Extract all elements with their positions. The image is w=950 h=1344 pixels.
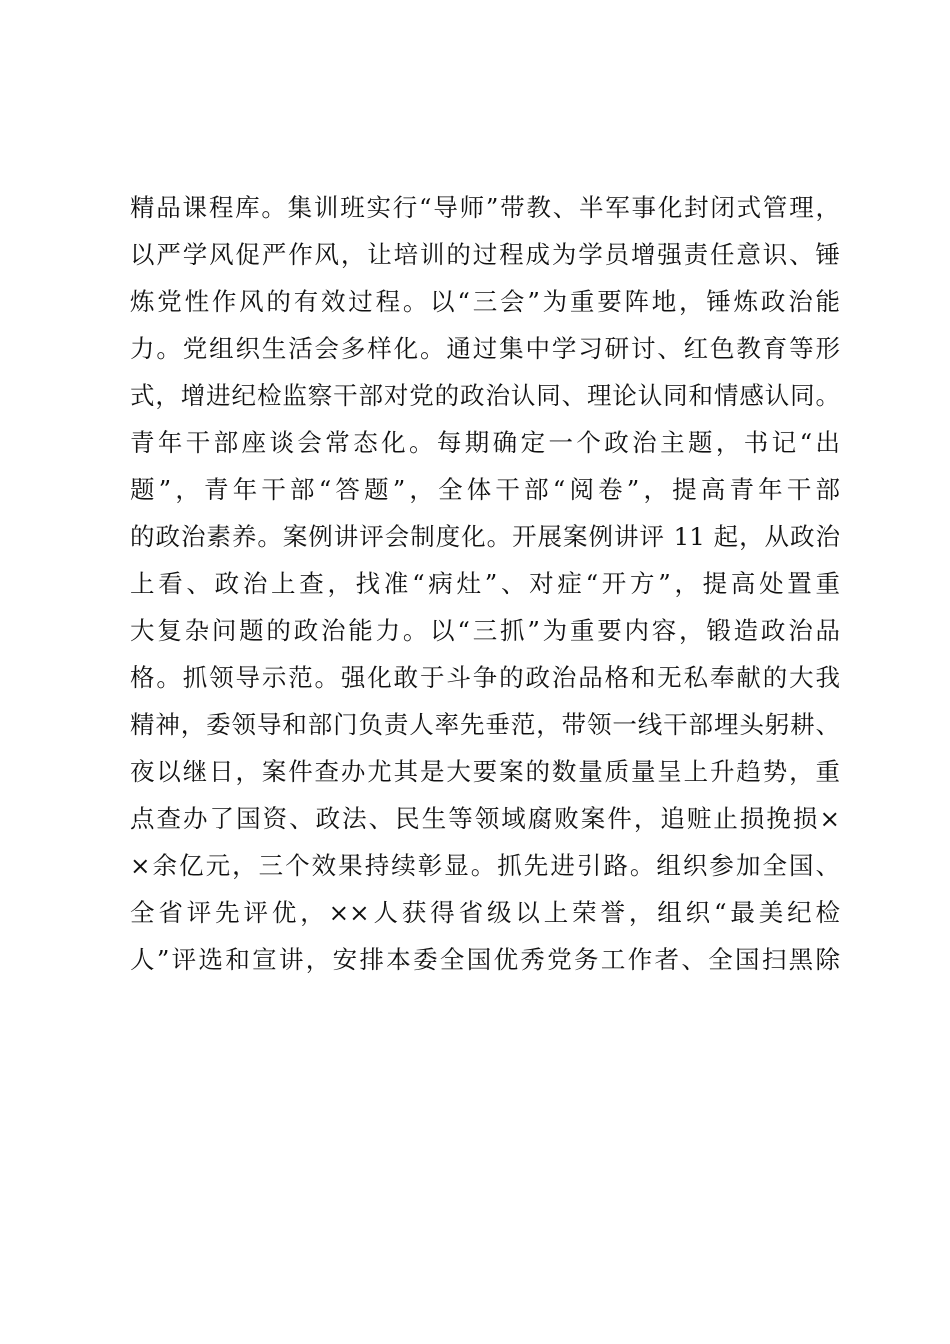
text-line: 式，增进纪检监察干部对党的政治认同、理论认同和情感认同。 xyxy=(130,381,840,410)
text-line: 精品课程库。集训班实行“导师”带教、半军事化封闭式管理， xyxy=(130,193,840,222)
text-line: 人”评选和宣讲，安排本委全国优秀党务工作者、全国扫黑除 xyxy=(130,945,840,974)
text-line: ×余亿元，三个效果持续彰显。抓先进引路。组织参加全国、 xyxy=(130,851,840,880)
body-paragraph xyxy=(130,184,840,983)
text-line: 题”，青年干部“答题”，全体干部“阅卷”，提高青年干部 xyxy=(130,475,840,504)
text-line: 格。抓领导示范。强化敢于斗争的政治品格和无私奉献的大我 xyxy=(130,663,840,692)
text-line: 大复杂问题的政治能力。以“三抓”为重要内容，锻造政治品 xyxy=(130,616,840,645)
text-line: 点查办了国资、政法、民生等领域腐败案件，追赃止损挽损× xyxy=(130,804,840,833)
text-line: 力。党组织生活会多样化。通过集中学习研讨、红色教育等形 xyxy=(130,334,840,363)
text-line: 精神，委领导和部门负责人率先垂范，带领一线干部埋头躬耕、 xyxy=(130,710,840,739)
text-line: 夜以继日，案件查办尤其是大要案的数量质量呈上升趋势，重 xyxy=(130,757,840,786)
text-line: 以严学风促严作风，让培训的过程成为学员增强责任意识、锤 xyxy=(130,240,840,269)
text-line: 的政治素养。案例讲评会制度化。开展案例讲评 11 起，从政治 xyxy=(130,522,840,551)
text-line: 上看、政治上查，找准“病灶”、对症“开方”，提高处置重 xyxy=(130,569,840,598)
text-line: 炼党性作风的有效过程。以“三会”为重要阵地，锤炼政治能 xyxy=(130,287,840,316)
text-line: 全省评先评优，××人获得省级以上荣誉，组织“最美纪检 xyxy=(130,898,840,927)
text-line: 青年干部座谈会常态化。每期确定一个政治主题，书记“出 xyxy=(130,428,840,457)
